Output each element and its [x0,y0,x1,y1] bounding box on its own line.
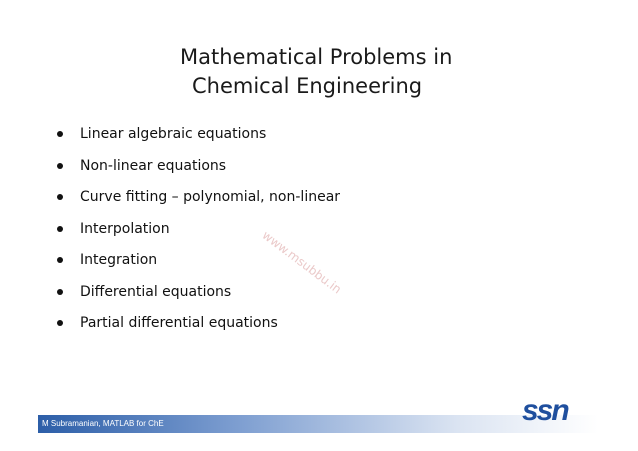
bullet-item [57,120,340,152]
bullet-text: Linear algebraic equations [80,126,267,142]
bullet-dot-icon [57,289,63,295]
slide-title [0,43,638,101]
bullet-dot-icon [57,163,63,169]
bullet-text: Integration [80,252,158,268]
bullet-item [57,183,340,215]
bullet-item [57,215,340,247]
bullet-dot-icon [57,194,63,200]
bullet-text: Differential equations [80,283,232,300]
bullet-item [57,278,340,310]
bullet-item [57,309,340,341]
bullet-text: Curve fitting – polynomial, non-linear [80,189,341,205]
bullet-dot-icon [57,257,63,263]
bullet-list [57,120,340,341]
bullet-text: Non-linear equations [80,157,227,174]
bullet-text: Partial differential equations [80,315,278,331]
bullet-text: Interpolation [80,220,170,237]
bullet-dot-icon [57,131,63,137]
ssn-logo-text: ssn [522,394,568,427]
footer-text: M Subramanian, MATLAB for ChE [42,419,164,428]
bullet-dot-icon [57,226,63,232]
bullet-dot-icon [57,320,63,326]
bullet-item [57,152,340,184]
slide-title-line-1: Mathematical Problems in [180,45,453,69]
watermark: www.msubbu.in [259,228,345,297]
slide-title-line-2: Chemical Engineering [192,74,423,98]
ssn-logo [522,396,594,428]
